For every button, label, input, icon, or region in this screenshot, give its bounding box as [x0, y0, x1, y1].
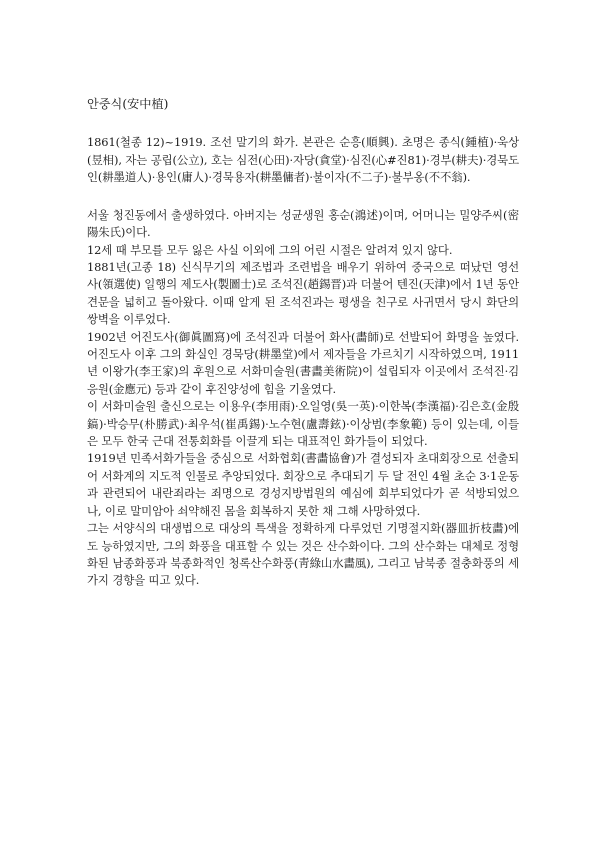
paragraph-style: 그는 서양식의 대생법으로 대상의 특색을 정확하게 다루었던 기명절지화(器皿折枝畵)에도 능하였지만, 그의 화풍을 대표할 수 있는 것은 산수화이다. 그의 산수화는 대체로 정형화된 남종화풍과 북종화적인 청록산수화풍(靑綠山水畵風), 그리고 남북종 절충화풍의 세 가지 경향을 띠고 있다. — [87, 521, 519, 588]
document-page — [87, 96, 519, 590]
intro-paragraph: 1861(철종 12)~1919. 조선 말기의 화가. 본관은 순흥(順興). 초명은 종식(鍾植)·욱상(昱相), 자는 공립(公立), 호는 심전(心田)·자당(貪堂)·심진(心#진81)·경부(耕夫)·경묵도인(耕墨道人)·용인(庸人)·경묵용자(耕墨傭者)·불이자(不二子)·불부옹(不不翁). — [87, 135, 519, 185]
paragraph-association: 1919년 민족서화가들을 중심으로 서화협회(書畵協會)가 결성되자 초대회장으로 선출되어 서화계의 지도적 인물로 추앙되었다. 회장으로 추대되기 두 달 전인 4월 초순 3·1운동과 관련되어 내란죄라는 죄명으로 경성지방법원의 예심에 회부되었다가 곧 석방되었으나, 이로 말미암아 쇠약해진 몸을 회복하지 못한 채 그해 사망하였다. — [87, 451, 519, 518]
paragraph-birth: 서울 청진동에서 출생하였다. 아버지는 성균생원 홍순(鴻述)이며, 어머니는 밀양주씨(密陽朱氏)이다. — [87, 207, 519, 240]
paragraph-royal-portrait: 1902년 어진도사(御眞圖寫)에 조석진과 더불어 화사(畵師)로 선발되어 화명을 높였다. 어진도사 이후 그의 화실인 경묵당(耕墨堂)에서 제자들을 가르치기 시작하였으며, 1911년 이왕가(李王家)의 후원으로 서화미술원(書畵美術院)이 설립되자 이곳에서 조석진·김응원(金應元) 등과 같이 후진양성에 힘을 기울였다. — [87, 329, 519, 396]
paragraph-students: 이 서화미술원 출신으로는 이용우(李用雨)·오일영(吳一英)·이한복(李漢福)·김은호(金殷鎬)·박승무(朴勝武)·최우석(崔禹錫)·노수현(盧壽鉉)·이상범(李象範) 등이 있는데, 이들은 모두 한국 근대 전통회화를 이끌게 되는 대표적인 화가들이 되었다. — [87, 399, 519, 449]
document-title: 안중식(安中植) — [87, 97, 169, 111]
paragraph-china-trip: 1881년(고종 18) 신식무기의 제조법과 조련법을 배우기 위하여 중국으로 떠났던 영선사(領選使) 일행의 제도사(製圖士)로 조석진(趙錫晋)과 더불어 텐진(天津)에서 1년 동안 견문을 넓히고 돌아왔다. 이때 알게 된 조석진과는 평생을 친구로 사귀면서 당시 화단의 쌍벽을 이루었다. — [87, 260, 519, 327]
paragraph-childhood: 12세 때 부모를 모두 잃은 사실 이외에 그의 어린 시절은 알려져 있지 않다. — [87, 242, 453, 257]
